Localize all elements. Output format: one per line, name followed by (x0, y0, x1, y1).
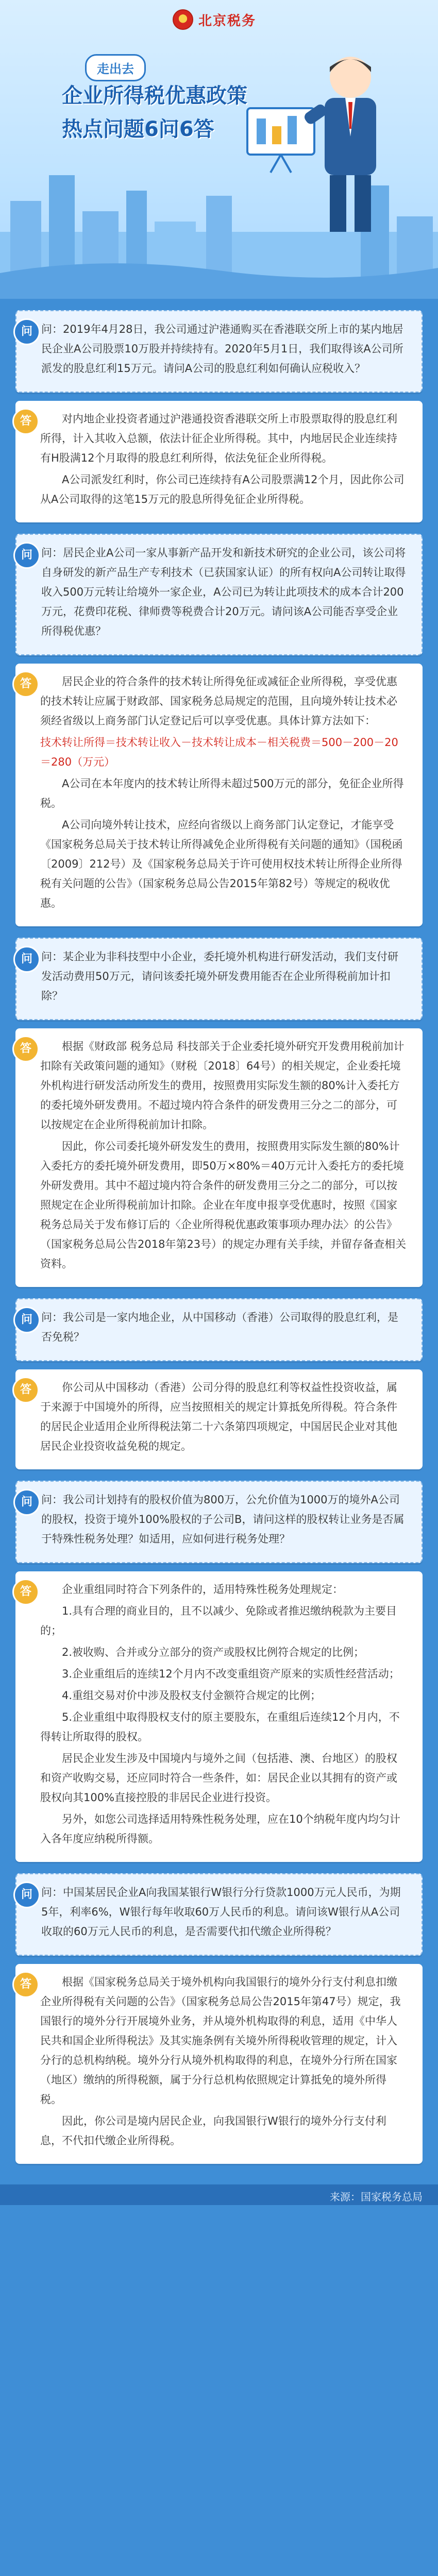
answer-card (15, 664, 423, 926)
official-figure-illustration (289, 46, 407, 237)
answer-paragraph: A公司派发红利时，你公司已连续持有A公司股票满12个月，因此你公司从A公司取得的这笔15万元的股息所得免征企业所得税。 (40, 473, 405, 505)
answer-tag: 答 (12, 1036, 39, 1062)
question-card (15, 1298, 423, 1361)
header-banner (0, 0, 438, 299)
national-emblem-icon (173, 9, 193, 30)
answer-card (15, 1571, 423, 1862)
qa-item-5 (15, 1481, 423, 1862)
question-text: 问：我公司计划持有的股权价值为800万，公允价值为1000万的境外A公司的股权，投资于境外100%股权的子公司B，请问这样的股权转让业务是否属于特殊性税务处理？如适用，应如何进行税务处理？ (41, 1494, 405, 1545)
question-card (15, 1481, 423, 1563)
question-card (15, 1873, 423, 1956)
answer-card (15, 1964, 423, 2164)
question-text: 问：某企业为非科技型中小企业，委托境外机构进行研发活动，我们支付研发活动费用50万元，请问该委托境外研发费用能否在企业所得税前加计扣除？ (41, 951, 398, 1002)
answer-paragraph: 根据《国家税务总局关于境外机构向我国银行的境外分行支付利息扣缴企业所得税有关问题的公告》（国家税务总局公告2015年第47号）规定，我国银行的境外分行开展境外业务，并从境外机构取得的利息，适用《中华人民共和国企业所得税法》及其实施条例有关境外所得税收管理的规定，计入分行的总机构纳税。境外分行从境外机构取得的利息，在境外分行所在国家（地区）缴纳的所得税额，属于分行总机构依照规定计算抵免的境外所得税。 (40, 1976, 401, 2106)
question-tag: 问 (13, 946, 40, 973)
answer-card (15, 1369, 423, 1469)
answer-paragraph: 5.企业重组中取得股权支付的原主要股东，在重组后连续12个月内，不得转让所取得的股权。 (40, 1711, 400, 1743)
qa-item-6 (15, 1873, 423, 2164)
question-tag: 问 (13, 1307, 40, 1333)
question-text: 问：2019年4月28日，我公司通过沪港通购买在香港联交所上市的某内地居民企业A公司股票10万股并持续持有。2020年5月1日，我们取得该A公司所派发的股息红利15万元。请问A公司的股息红利如何确认应税收入？ (41, 323, 403, 375)
qa-item-3 (15, 938, 423, 1287)
answer-card (15, 1028, 423, 1287)
question-tag: 问 (13, 1882, 40, 1908)
question-text: 问：中国某居民企业A向我国某银行W银行分行贷款1000万元人民币，为期5年，利率6%，W银行每年收取60万人民币的利息。请问该W银行从A公司收取的60万元人民币的利息，是否需要代扣代缴企业所得税？ (41, 1886, 401, 1938)
answer-paragraph: 居民企业发生涉及中国境内与境外之间（包括港、澳、台地区）的股权和资产收购交易，还应同时符合一些条件，如：居民企业以其拥有的资产或股权向其100%直接控股的非居民企业进行投资。 (40, 1752, 397, 1804)
question-card (15, 534, 423, 655)
brand-name: 北京税务 (198, 13, 257, 29)
qa-item-4 (15, 1298, 423, 1469)
answer-paragraph: A公司在本年度内的技术转让所得未超过500万元的部分，免征企业所得税。 (40, 777, 404, 809)
answer-tag: 答 (12, 671, 39, 698)
question-text: 问：我公司是一家内地企业，从中国移动（香港）公司取得的股息红利，是否免税？ (41, 1311, 398, 1343)
answer-paragraph: 企业重组同时符合下列条件的，适用特殊性税务处理规定： (62, 1583, 343, 1596)
answer-paragraph: A公司向境外转让技术，应经向省级以上商务部门认定登记，才能享受《国家税务总局关于技术转让所得减免企业所得税有关问题的通知》（国税函〔2009〕212号）及《国家税务总局关于许可使用权技术转让所得企业所得税有关问题的公告》（国家税务总局公告2015年第82号）等规定的税收优惠。 (40, 819, 403, 909)
answer-paragraph: 1.具有合理的商业目的，且不以减少、免除或者推迟缴纳税款为主要目的； (40, 1605, 397, 1637)
question-tag: 问 (13, 1489, 40, 1516)
qa-item-2 (15, 534, 423, 926)
source-footer: 来源：国家税务总局 (0, 2184, 438, 2205)
answer-tag: 答 (12, 1377, 39, 1403)
question-card (15, 938, 423, 1020)
answer-paragraph: 对内地企业投资者通过沪港通投资香港联交所上市股票取得的股息红利所得，计入其收入总额，依法计征企业所得税。其中，内地居民企业连续持有H股满12个月取得的股息红利所得，依法免征企业所得税。 (40, 413, 397, 464)
question-text: 问：居民企业A公司一家从事新产品开发和新技术研究的企业公司，该公司将自身研发的新产品生产专利技术（已获国家认证）的所有权向A公司转让取得收入500万元转让给境外一家企业，A公司已为转让此项技术的成本合计200万元，花费印花税、律师费等税费合计20万元。请问该A公司能否享受企业所得税优惠？ (41, 547, 406, 637)
answer-tag: 答 (12, 1579, 39, 1605)
answer-paragraph: 居民企业的符合条件的技术转让所得免征或减征企业所得税，享受优惠的技术转让应属于财政部、国家税务总局规定的范围，且向境外转让技术必须经省级以上商务部门认定登记后可以享受优惠。具体计算方法如下： (40, 675, 397, 727)
answer-paragraph: 3.企业重组后的连续12个月内不改变重组资产原来的实质性经营活动； (62, 1668, 400, 1680)
brand-logo (173, 9, 256, 30)
qa-list (0, 310, 438, 2184)
question-card (15, 310, 423, 393)
answer-paragraph: 你公司从中国移动（香港）公司分得的股息红利等权益性投资收益，属于来源于中国境外的所得，应当按照相关的规定计算抵免所得税。符合条件的居民企业适用企业所得税法第二十六条第四项规定，中国居民企业对其他居民企业投资收益免税的规定。 (40, 1381, 397, 1452)
calculation-formula: 技术转让所得＝技术转让收入－技术转让成本－相关税费＝500－200－20＝280（万元） (40, 736, 398, 768)
answer-card (15, 401, 423, 522)
answer-paragraph: 4.重组交易对价中涉及股权支付金额符合规定的比例； (62, 1689, 322, 1702)
answer-paragraph: 2.被收购、合并或分立部分的资产或股权比例符合规定的比例； (62, 1646, 365, 1658)
answer-paragraph: 根据《财政部 税务总局 科技部关于企业委托境外研究开发费用税前加计扣除有关政策问题的通知》（财税〔2018〕64号）的相关规定，企业委托境外机构进行研发活动所发生的费用，按照费用实际发生额的80%计入委托方的委托境外研发费用。不超过境内符合条件的研发费用三分之二的部分，可以按规定在企业所得税前加计扣除。 (40, 1040, 405, 1131)
answer-paragraph: 因此，你公司委托境外研发发生的费用，按照费用实际发生额的80%计入委托方的委托境外研发费用，即50万×80%＝40万元计入委托方的委托境外研发费用。其中不超过境内符合条件的研发费用三分之二的部分，可以按照规定在企业所得税前加计扣除。企业在年度申报享受优惠时，按照《国家税务总局关于发布修订后的〈企业所得税优惠政策事项办理办法〉的公告》（国家税务总局公告2018年第23号）的规定办理有关手续，并留存备查相关资料。 (40, 1140, 407, 1270)
page-title: 企业所得税优惠政策 (62, 84, 247, 108)
answer-paragraph: 因此，你公司是境内居民企业，向我国银行W银行的境外分行支付利息，不代扣代缴企业所得税。 (40, 2115, 386, 2147)
answer-tag: 答 (12, 1971, 39, 1998)
page-subtitle: 热点问题6问6答 (62, 117, 214, 141)
question-tag: 问 (13, 542, 40, 569)
answer-paragraph: 另外，如您公司选择适用特殊性税务处理，应在10个纳税年度内均匀计入各年度应纳税所得额。 (40, 1813, 400, 1845)
question-tag: 问 (13, 318, 40, 345)
series-badge: 走出去 (85, 54, 146, 81)
answer-tag: 答 (12, 408, 39, 435)
qa-item-1 (15, 310, 423, 522)
